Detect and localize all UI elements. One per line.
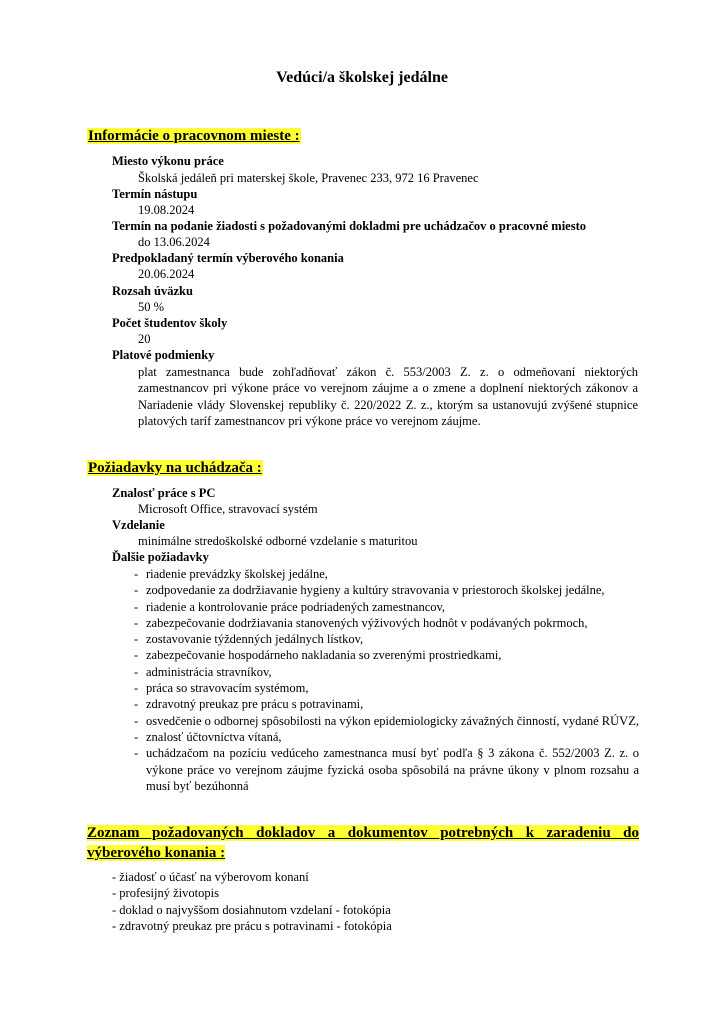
list-item: - riadenie prevádzky školskej jedálne, <box>133 566 639 582</box>
education-value: minimálne stredoškolské odborné vzdelanie s maturitou <box>138 534 418 548</box>
salary-value: plat zamestnanca bude zohľadňovať zákon č. 553/2003 Z. z. o odmeňovaní niektorých zamestnancov pri výkone práce vo verejnom záujme a o zmene a doplnení niektorých zákonov a Nariadenie vlády Slovenskej republiky č. 220/2022 Z. z., ktorým sa ustanovujú zvýšené stupnice platových taríf zamestnancov pri výkone práce vo verejnom záujme. <box>138 365 638 428</box>
list-item: - zdravotný preukaz pre prácu s potravinami, <box>133 696 639 712</box>
other-requirements-list <box>133 566 639 794</box>
section-heading-requirements: Požiadavky na uchádzača : <box>88 460 262 476</box>
list-item: - zostavovanie týždenných jedálnych lístkov, <box>133 631 639 647</box>
section-heading-info: Informácie o pracovnom mieste : <box>88 128 300 144</box>
list-item: - administrácia stravníkov, <box>133 664 639 680</box>
list-item: - práca so stravovacím systémom, <box>133 680 639 696</box>
list-item: - doklad o najvyššom dosiahnutom vzdelaní - fotokópia <box>112 902 391 917</box>
place-value: Školská jedáleň pri materskej škole, Pravenec 233, 972 16 Pravenec <box>138 171 479 185</box>
list-item: - zabezpečovanie dodržiavania stanovených výživových hodnôt v podávaných pokrmoch, <box>133 615 639 631</box>
pc-value: Microsoft Office, stravovací systém <box>138 502 318 516</box>
list-item: - zdravotný preukaz pre prácu s potravinami - fotokópia <box>112 918 392 933</box>
list-item: - zodpovedanie za dodržiavanie hygieny a kultúry stravovania v priestoroch školskej jedálne, <box>133 582 639 598</box>
education-label: Vzdelanie <box>112 518 165 532</box>
selection-value: 20.06.2024 <box>138 267 195 281</box>
pc-label: Znalosť práce s PC <box>112 486 216 500</box>
list-item: - riadenie a kontrolovanie práce podriadených zamestnancov, <box>133 599 639 615</box>
selection-label: Predpokladaný termín výberového konania <box>112 251 344 265</box>
list-item: - profesijný životopis <box>112 886 219 901</box>
list-item: - znalosť účtovníctva vítaná, <box>133 729 639 745</box>
deadline-label: Termín na podanie žiadosti s požadovanými dokladmi pre uchádzačov o pracovné miesto <box>112 219 586 233</box>
workload-label: Rozsah úväzku <box>112 284 193 298</box>
documents-list <box>112 869 392 934</box>
start-label: Termín nástupu <box>112 187 198 201</box>
list-item: - žiadosť o účasť na výberovom konaní <box>112 870 309 884</box>
students-label: Počet študentov školy <box>112 316 228 330</box>
place-label: Miesto výkonu práce <box>112 154 224 168</box>
other-requirements-label: Ďalšie požiadavky <box>112 550 209 564</box>
section-heading-documents: Zoznam požadovaných dokladov a dokumentov potrebných k zaradeniu do výberového konania : <box>87 825 639 861</box>
workload-value: 50 % <box>138 300 165 314</box>
list-item: - osvedčenie o odbornej spôsobilosti na výkon epidemiologicky závažných činností, vydané RÚVZ, <box>133 713 639 729</box>
salary-label: Platové podmienky <box>112 348 215 362</box>
list-item: - zabezpečovanie hospodárneho nakladania so zverenými prostriedkami, <box>133 647 639 663</box>
start-value: 19.08.2024 <box>138 203 195 217</box>
document-title: Vedúci/a školskej jedálne <box>276 69 448 86</box>
list-item: - uchádzačom na pozíciu vedúceho zamestnanca musí byť podľa § 3 zákona č. 552/2003 Z. z. o výkone práce vo verejnom záujme fyzická osoba spôsobilá na právne úkony v plnom rozsahu a musí byť bezúhonná <box>133 745 639 794</box>
students-value: 20 <box>138 332 151 346</box>
deadline-value: do 13.06.2024 <box>138 235 210 249</box>
